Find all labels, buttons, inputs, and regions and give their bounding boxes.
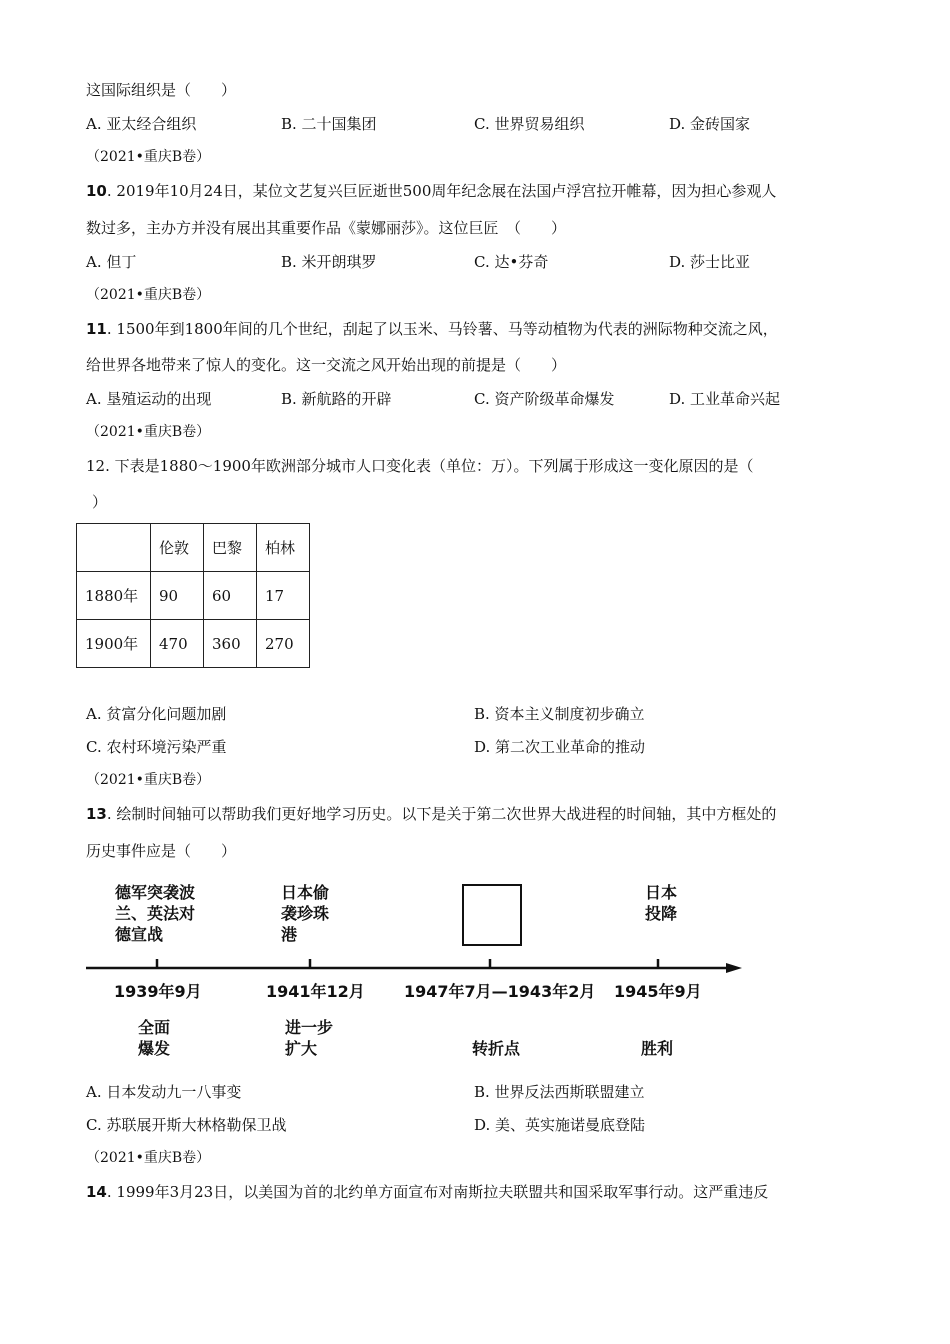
q10-line2: 数过多，主办方并没有展出其重要作品《蒙娜丽莎》。这位巨匠 （ ） (86, 219, 567, 237)
label-line: 袭珍珠 (281, 904, 330, 923)
timeline-axis (80, 955, 750, 979)
q12-option-a: A. 贫富分化问题加剧 (86, 705, 227, 723)
q11-number: 11 (86, 320, 107, 338)
label-line: 投降 (645, 904, 678, 923)
q10-option-d: D. 莎士比亚 (669, 253, 751, 271)
arrow-head-icon (726, 963, 742, 973)
q10-text1: . 2019年10月24日，某位文艺复兴巨匠逝世500周年纪念展在法国卢浮宫拉开帷幕，因为担心参观人 (106, 182, 777, 200)
table-row (77, 620, 310, 668)
table-cell (77, 524, 151, 572)
q13-option-b: B. 世界反法西斯联盟建立 (474, 1083, 645, 1101)
timeline-date-3: 1947年7月—1943年2月 (404, 982, 596, 1001)
timeline-date-2: 1941年12月 (266, 982, 365, 1001)
table-cell: 柏林 (257, 524, 310, 572)
q12-line2: ） (92, 493, 108, 511)
label-line: 港 (281, 925, 298, 944)
timeline-top-label-3 (645, 882, 677, 924)
q13-option-c: C. 苏联展开斯大林格勒保卫战 (86, 1116, 287, 1134)
label-line: 爆发 (138, 1039, 171, 1058)
q13-text1: . 绘制时间轴可以帮助我们更好地学习历史。以下是关于第二次世界大战进程的时间轴，其中方框处的 (106, 805, 777, 823)
table-header-row (77, 524, 310, 572)
q10-number: 10 (86, 182, 107, 200)
timeline-date-1: 1939年9月 (114, 982, 202, 1001)
q10-option-b: B. 米开朗琪罗 (281, 253, 377, 271)
q13-option-d: D. 美、英实施诺曼底登陆 (474, 1116, 646, 1134)
timeline-bottom-label-4: 胜利 (641, 1039, 674, 1058)
q12-source: （2021•重庆B卷） (86, 424, 211, 440)
blank-answer-box (462, 884, 522, 946)
q14-number: 14 (86, 1183, 107, 1201)
label-line: 全面 (138, 1018, 171, 1037)
q14-line1 (86, 1182, 768, 1202)
q13-source: （2021•重庆B卷） (86, 772, 211, 788)
q12-line1: 12. 下表是1880～1900年欧洲部分城市人口变化表（单位：万）。下列属于形成这一变化原因的是（ (86, 457, 754, 475)
q12-option-d: D. 第二次工业革命的推动 (474, 738, 646, 756)
timeline-top-label-1 (115, 882, 195, 945)
population-table (76, 523, 310, 668)
q11-line2: 给世界各地带来了惊人的变化。这一交流之风开始出现的前提是（ ） (86, 356, 567, 374)
table-cell: 巴黎 (204, 524, 257, 572)
q10-option-a: A. 但丁 (86, 253, 137, 271)
timeline-top-label-2 (281, 882, 329, 945)
q14-text1: . 1999年3月23日，以美国为首的北约单方面宣布对南斯拉夫联盟共和国采取军事行动。这严重违反 (106, 1183, 769, 1201)
q11-source: （2021•重庆B卷） (86, 287, 211, 303)
table-cell: 17 (257, 572, 310, 620)
label-line: 日本 (645, 883, 678, 902)
table-cell: 1880年 (77, 572, 151, 620)
q10-option-c: C. 达•芬奇 (474, 253, 549, 271)
q9-tail: 这国际组织是（ ） (86, 81, 237, 99)
q11-option-b: B. 新航路的开辟 (281, 390, 392, 408)
q9-option-a: A. 亚太经合组织 (86, 115, 197, 133)
q9-option-c: C. 世界贸易组织 (474, 115, 585, 133)
label-line: 兰、英法对 (115, 904, 196, 923)
q10-source: （2021•重庆B卷） (86, 149, 211, 165)
q11-line1 (86, 319, 778, 339)
timeline-date-4: 1945年9月 (614, 982, 702, 1001)
q11-text1: . 1500年到1800年间的几个世纪，刮起了以玉米、马铃薯、马等动植物为代表的洲际物种交流之风， (106, 320, 778, 338)
q13-number: 13 (86, 805, 107, 823)
q9-option-d: D. 金砖国家 (669, 115, 751, 133)
table-cell: 360 (204, 620, 257, 668)
q12-option-b: B. 资本主义制度初步确立 (474, 705, 645, 723)
label-line: 德宣战 (115, 925, 164, 944)
table-cell: 伦敦 (151, 524, 204, 572)
q9-option-b: B. 二十国集团 (281, 115, 377, 133)
q13-line2: 历史事件应是（ ） (86, 842, 237, 860)
q11-option-c: C. 资产阶级革命爆发 (474, 390, 615, 408)
q13-line1 (86, 804, 776, 824)
q10-line1 (86, 181, 776, 201)
label-line: 进一步 (285, 1018, 334, 1037)
timeline-bottom-label-3: 转折点 (472, 1039, 521, 1058)
table-cell: 270 (257, 620, 310, 668)
table-cell: 470 (151, 620, 204, 668)
table-cell: 1900年 (77, 620, 151, 668)
q12-option-c: C. 农村环境污染严重 (86, 738, 227, 756)
label-line: 日本偷 (281, 883, 330, 902)
table-cell: 90 (151, 572, 204, 620)
q11-option-d: D. 工业革命兴起 (669, 390, 781, 408)
timeline-bottom-label-1 (138, 1017, 170, 1059)
label-line: 德军突袭波 (115, 883, 196, 902)
label-line: 扩大 (285, 1039, 318, 1058)
timeline-bottom-label-2 (285, 1017, 333, 1059)
table-row (77, 572, 310, 620)
q14-source: （2021•重庆B卷） (86, 1150, 211, 1166)
q13-option-a: A. 日本发动九一八事变 (86, 1083, 242, 1101)
q11-option-a: A. 垦殖运动的出现 (86, 390, 212, 408)
table-cell: 60 (204, 572, 257, 620)
